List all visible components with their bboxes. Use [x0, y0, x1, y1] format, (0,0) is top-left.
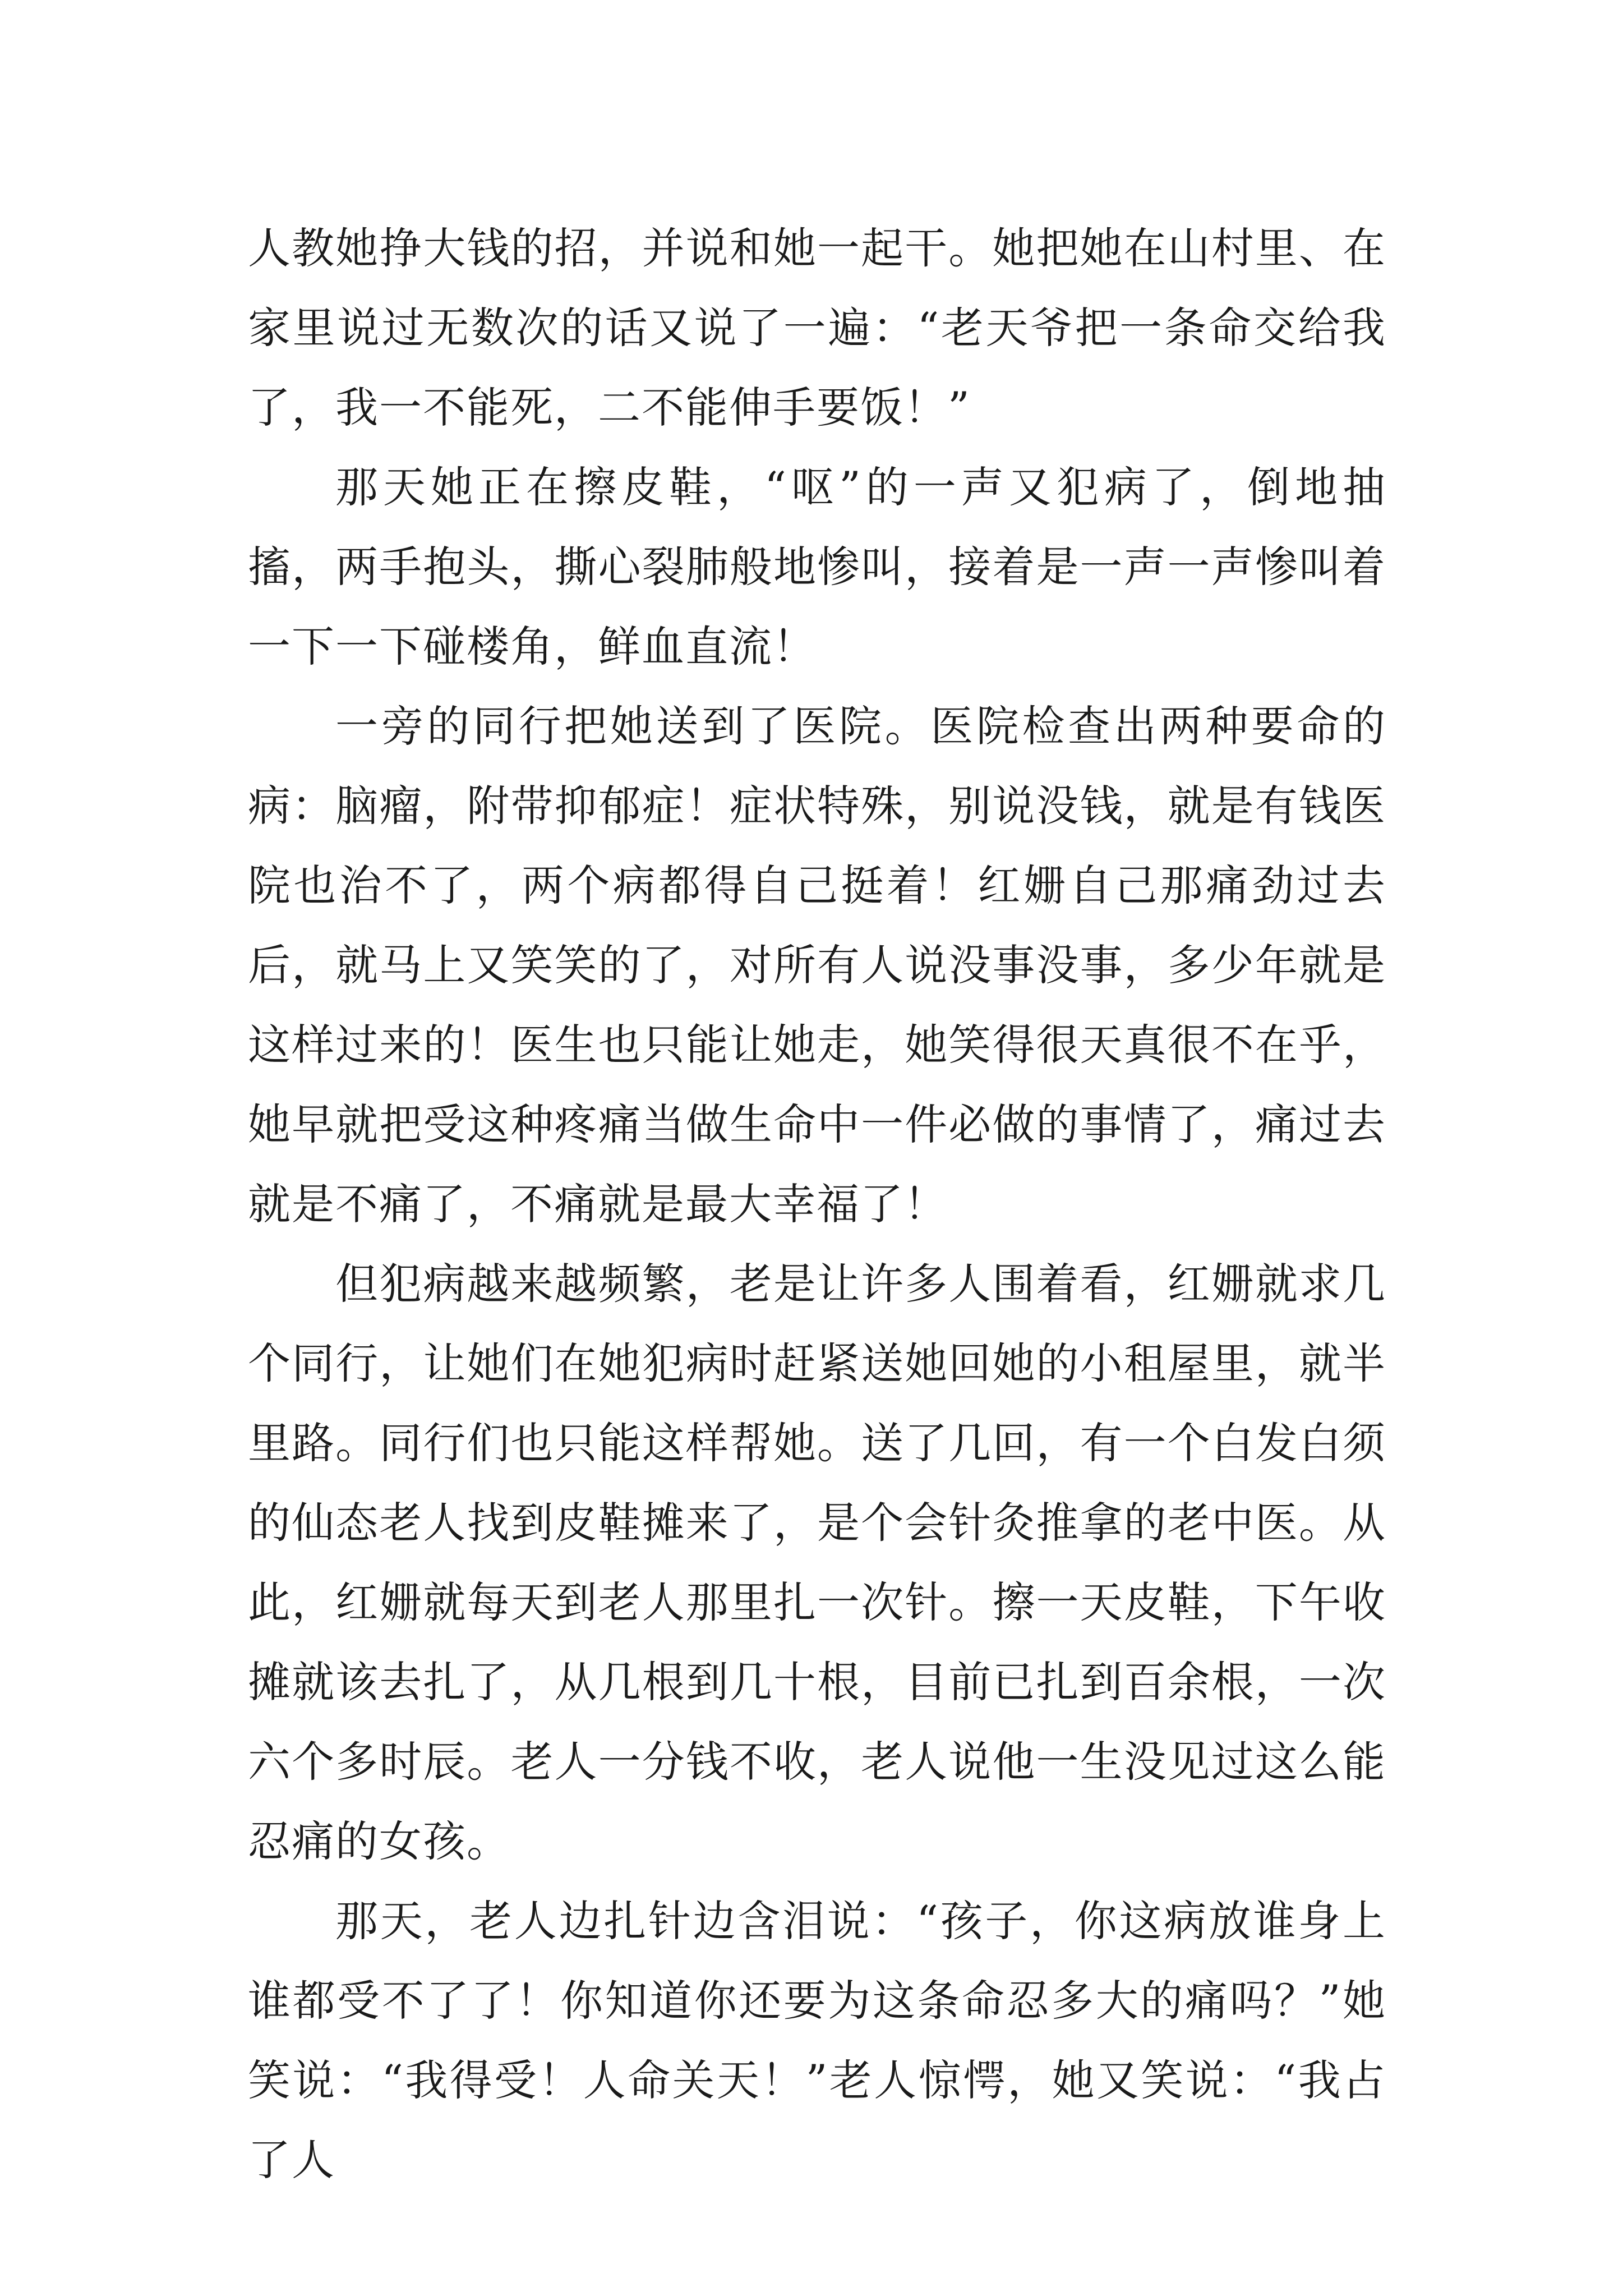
paragraph-2: 那天她正在擦皮鞋，“呕”的一声又犯病了，倒地抽搐，两手抱头，撕心裂肺般地惨叫，接着是一声一声惨叫着一下一下碰楼角，鲜血直流！ — [248, 462, 1386, 671]
body-text — [248, 209, 1386, 2200]
paragraph-1: 人教她挣大钱的招，并说和她一起干。她把她在山村里、在家里说过无数次的话又说了一遍：“老天爷把一条命交给我了，我一不能死，二不能伸手要饭！” — [248, 223, 1386, 432]
paragraph-3: 一旁的同行把她送到了医院。医院检查出两种要命的病：脑瘤，附带抑郁症！症状特殊，别说没钱，就是有钱医院也治不了，两个病都得自己挺着！红姗自己那痛劲过去后，就马上又笑笑的了，对所有人说没事没事，多少年就是这样过来的！医生也只能让她走，她笑得很天真很不在乎，她早就把受这种疼痛当做生命中一件必做的事情了，痛过去就是不痛了，不痛就是最大幸福了！ — [248, 701, 1386, 1229]
paragraph-5: 那天，老人边扎针边含泪说：“孩子，你这病放谁身上谁都受不了了！你知道你还要为这条命忍多大的痛吗？”她笑说：“我得受！人命关天！”老人惊愕，她又笑说：“我占了人 — [248, 1896, 1386, 2185]
paragraph-4: 但犯病越来越频繁，老是让许多人围着看，红姗就求几个同行，让她们在她犯病时赶紧送她回她的小租屋里，就半里路。同行们也只能这样帮她。送了几回，有一个白发白须的仙态老人找到皮鞋摊来了，是个会针灸推拿的老中医。从此，红姗就每天到老人那里扎一次针。擦一天皮鞋，下午收摊就该去扎了，从几根到几十根，目前已扎到百余根，一次六个多时辰。老人一分钱不收，老人说他一生没见过这么能忍痛的女孩。 — [248, 1259, 1386, 1866]
